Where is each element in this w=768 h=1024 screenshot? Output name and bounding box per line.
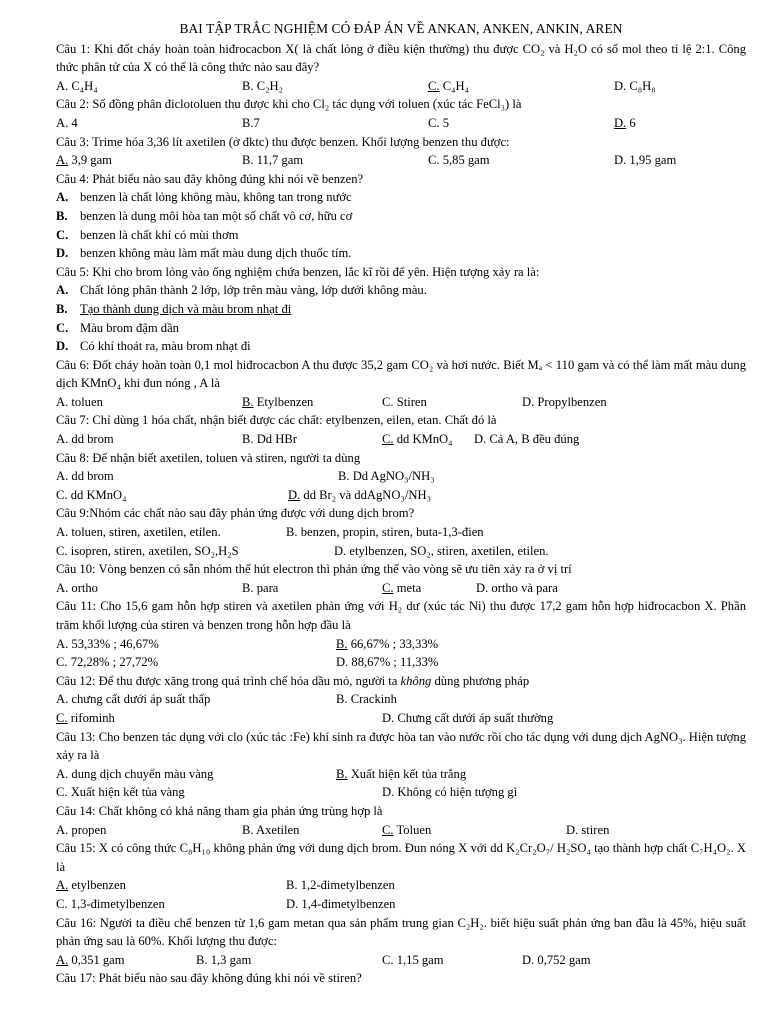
option-a: A. 4 (56, 115, 78, 130)
question-13-options-row2 (56, 783, 746, 802)
option-d: D. dd Br₂ và ddAgNO₃/NH₃ (288, 487, 431, 502)
option-c: C. Toluen (382, 822, 432, 837)
question-5: Câu 5: Khi cho brom lỏng vào ống nghiệm chứa benzen, lắc kĩ rồi để yên. Hiện tượng xảy ra là: (56, 264, 540, 279)
option-d: D. Có khí thoát ra, màu brom nhạt đi (56, 339, 251, 354)
option-a: A. Chất lỏng phân thành 2 lớp, lớp trên màu vàng, lớp dưới không màu. (56, 283, 427, 298)
answer-mark: B. (336, 636, 348, 651)
option-d: D. etylbenzen, SO₂, stiren, axetilen, etilen. (334, 543, 549, 558)
option-b: B. para (242, 580, 279, 595)
option-d: D. stiren (566, 822, 610, 837)
option-d: D. 6 (614, 115, 636, 130)
option-d: D. benzen không màu làm mất màu dung dịch thuốc tím. (56, 246, 352, 261)
answer-mark: C. (56, 710, 68, 725)
option-c: C. C₄H₄ (428, 78, 469, 93)
document-title: BAI TẬP TRẮC NGHIỆM CÓ ĐÁP ÁN VỀ ANKAN, ANKEN, ANKIN, AREN (179, 21, 623, 36)
question-2: Câu 2: Số đồng phân điclotoluen thu được khi cho Cl₂ tác dụng với toluen (xúc tác FeCl₃) là (56, 97, 522, 112)
option-a: A. toluen, stiren, axetilen, etilen. (56, 525, 221, 540)
option-a: A. dd brom (56, 432, 114, 447)
question-11: Câu 11: Cho 15,6 gam hỗn hợp stiren và axetilen phản ứng với H₂ dư (xúc tác Ni) thu được 17,2 gam hỗn hợp hiđrocacbon X. Phần trăm khối lượng của stiren và benzen trong hỗn hợp đầu là (56, 599, 746, 632)
question-13-options-row1 (56, 765, 746, 784)
question-11-options-row1 (56, 635, 746, 654)
option-a: A. chưng cất dưới áp suất thấp (56, 692, 211, 707)
option-b: B. Etylbenzen (242, 394, 314, 409)
option-a: A. 53,33% ; 46,67% (56, 636, 159, 651)
option-b: B. 66,67% ; 33,33% (336, 636, 439, 651)
option-c: C. 5,85 gam (428, 153, 490, 168)
option-a: A. dd brom (56, 469, 114, 484)
option-a: A. benzen là chất lỏng không màu, không tan trong nước (56, 190, 352, 205)
answer-mark: A. (56, 952, 69, 967)
option-c: C. 72,28% ; 27,72% (56, 655, 159, 670)
option-d: D. Cả A, B đều đúng (474, 432, 580, 447)
question-10-options (56, 579, 746, 598)
question-15: Câu 15: X có công thức C₈H₁₀ không phản ứng với dung dịch brom. Đun nóng X với dd K₂Cr₂O₇/ H₂SO₄ tạo thành hợp chất C₇H₄O₂. X là (56, 841, 746, 874)
option-c: C. 1,3-đimetylbenzen (56, 896, 165, 911)
option-c: C. benzen là chất khí có mùi thơm (56, 227, 239, 242)
option-c: C. isopren, stiren, axetilen, SO₂,H₂S (56, 543, 239, 558)
question-15-options-row1 (56, 876, 746, 895)
option-b: B. benzen là dung môi hòa tan một số chất vô cơ, hữu cơ (56, 208, 353, 223)
answer-mark: C. (382, 432, 394, 447)
question-16: Câu 16: Người ta điều chế benzen từ 1,6 gam metan qua sản phẩm trung gian C₂H₂. biết hiệu suất phản ứng ban đầu là 45%, hiệu suất phản ứng sau là 60%. Khối lượng thu được: (56, 915, 746, 949)
option-b: B. Tạo thành dung dịch và màu brom nhạt đi (56, 301, 292, 316)
option-d: D. Không có hiện tượng gì (382, 785, 518, 800)
answer-mark: D. (288, 487, 301, 502)
option-c: C. meta (382, 580, 422, 595)
option-d: D. 1,4-đimetylbenzen (286, 896, 396, 911)
question-1: Câu 1: Khi đốt cháy hoàn toàn hiđrocacbon X( là chất lỏng ở điều kiện thường) thu được CO₂ và H₂O có số mol theo tỉ lệ 2:1. Công thức phân tử của X có thể là công thức nào sau đây? (56, 41, 746, 75)
option-b: B. Xuất hiện kết tủa trắng (336, 766, 467, 781)
answer-mark: B. (242, 394, 254, 409)
question-9-options-row2 (56, 542, 746, 561)
option-c: C. dd KMnO₄ (56, 487, 127, 502)
question-11-options-row2 (56, 653, 746, 672)
option-c: C. 1,15 gam (382, 952, 444, 967)
option-b: B. benzen, propin, stiren, buta-1,3-đien (286, 525, 484, 540)
question-6: Câu 6: Đốt cháy hoàn toàn 0,1 mol hiđrocacbon A thu được 35,2 gam CO₂ và hơi nước. Biết Mₐ < 110 gam và có thể làm mất màu dung dịch KMnO₄ khi đun nóng , A là (56, 357, 746, 391)
option-c: C. dd KMnO₄ (382, 432, 453, 447)
option-d: D. Chưng cất dưới áp suất thường (382, 710, 554, 725)
answer-mark: C. (428, 78, 440, 93)
question-4: Câu 4: Phát biểu nào sau đây không đúng khi nói về benzen? (56, 171, 364, 186)
option-c: C. Stiren (382, 394, 427, 409)
answer-mark: C. (382, 822, 394, 837)
answer-text: Tạo thành dung dịch và màu brom nhạt đi (80, 301, 292, 316)
answer-mark: A. (56, 878, 69, 893)
option-d: D. C₈H₈ (614, 78, 656, 93)
answer-mark: A. (56, 153, 69, 168)
option-a: A. 3,9 gam (56, 153, 112, 168)
option-d: D. 0,752 gam (522, 952, 591, 967)
question-7-options (56, 430, 746, 449)
question-14: Câu 14: Chất không có khả năng tham gia phản ứng trùng hợp là (56, 803, 383, 818)
option-b: B. Axetilen (242, 822, 300, 837)
option-a: A. 0,351 gam (56, 952, 125, 967)
option-b: B. 11,7 gam (242, 153, 304, 168)
question-8-options-row1 (56, 467, 746, 486)
question-8-options-row2 (56, 486, 746, 505)
question-13: Câu 13: Cho benzen tác dụng với clo (xúc tác :Fe) khí sinh ra được hòa tan vào nước rồi cho tác dụng với dung dịch AgNO₃. Hiện tượng xảy ra là (56, 729, 746, 763)
question-10: Câu 10: Vòng benzen có sẵn nhóm thế hút electron thì phản ứng thế vào vòng sẽ ưu tiên xảy ra ở vị trí (56, 562, 572, 577)
question-9: Câu 9:Nhóm các chất nào sau đây phản ứng được với dung dịch brom? (56, 506, 415, 521)
option-b: B. Dd HBr (242, 432, 297, 447)
question-12-options-row2 (56, 709, 746, 728)
question-9-options-row1 (56, 523, 746, 542)
question-17: Câu 17: Phát biểu nào sau đây không đúng khi nói về stiren? (56, 971, 362, 986)
question-6-options (56, 393, 746, 412)
option-a: A. etylbenzen (56, 878, 126, 893)
option-b: B. 1,2-đimetylbenzen (286, 878, 395, 893)
question-12-options-row1 (56, 690, 746, 709)
option-b: B.7 (242, 115, 260, 130)
question-7: Câu 7: Chỉ dùng 1 hóa chất, nhận biết được các chất: etylbenzen, eilen, etan. Chất đó là (56, 413, 497, 428)
question-1-options (56, 77, 746, 96)
option-c: C. Xuất hiện kết tủa vàng (56, 785, 185, 800)
option-a: A. propen (56, 822, 107, 837)
option-b: B. C₂H₂ (242, 78, 283, 93)
option-c: C. 5 (428, 115, 449, 130)
question-15-options-row2 (56, 895, 746, 914)
question-2-options (56, 114, 746, 133)
document-page (56, 20, 746, 988)
answer-mark: B. (336, 766, 348, 781)
option-d: D. 1,95 gam (614, 153, 677, 168)
question-16-options (56, 951, 746, 970)
question-3-options (56, 151, 746, 170)
question-8: Câu 8: Để nhận biết axetilen, toluen và stiren, người ta dùng (56, 450, 361, 465)
option-d: D. 88,67% ; 11,33% (336, 655, 439, 670)
option-b: B. Crackinh (336, 692, 397, 707)
answer-mark: D. (614, 115, 627, 130)
question-3: Câu 3: Trime hóa 3,36 lít axetilen (ở đktc) thu được benzen. Khối lượng benzen thu được: (56, 134, 510, 149)
answer-mark: C. (382, 580, 394, 595)
option-a: A. toluen (56, 394, 103, 409)
option-a: A. ortho (56, 580, 98, 595)
option-a: A. dung dịch chuyển màu vàng (56, 766, 214, 781)
option-c: C. Màu brom đậm dần (56, 320, 179, 335)
question-14-options (56, 821, 746, 840)
option-b: B. 1,3 gam (196, 952, 252, 967)
option-a: A. C₄H₄ (56, 78, 98, 93)
option-c: C. rifominh (56, 710, 115, 725)
question-4-options (56, 188, 746, 262)
option-d: D. Propylbenzen (522, 394, 607, 409)
question-5-options (56, 281, 746, 355)
question-12: Câu 12: Để thu được xăng trong quá trình chế hóa dầu mỏ, người ta không dùng phương pháp (56, 673, 530, 688)
option-b: B. Dd AgNO₃/NH₃ (338, 469, 435, 484)
option-d: D. ortho và para (476, 580, 558, 595)
